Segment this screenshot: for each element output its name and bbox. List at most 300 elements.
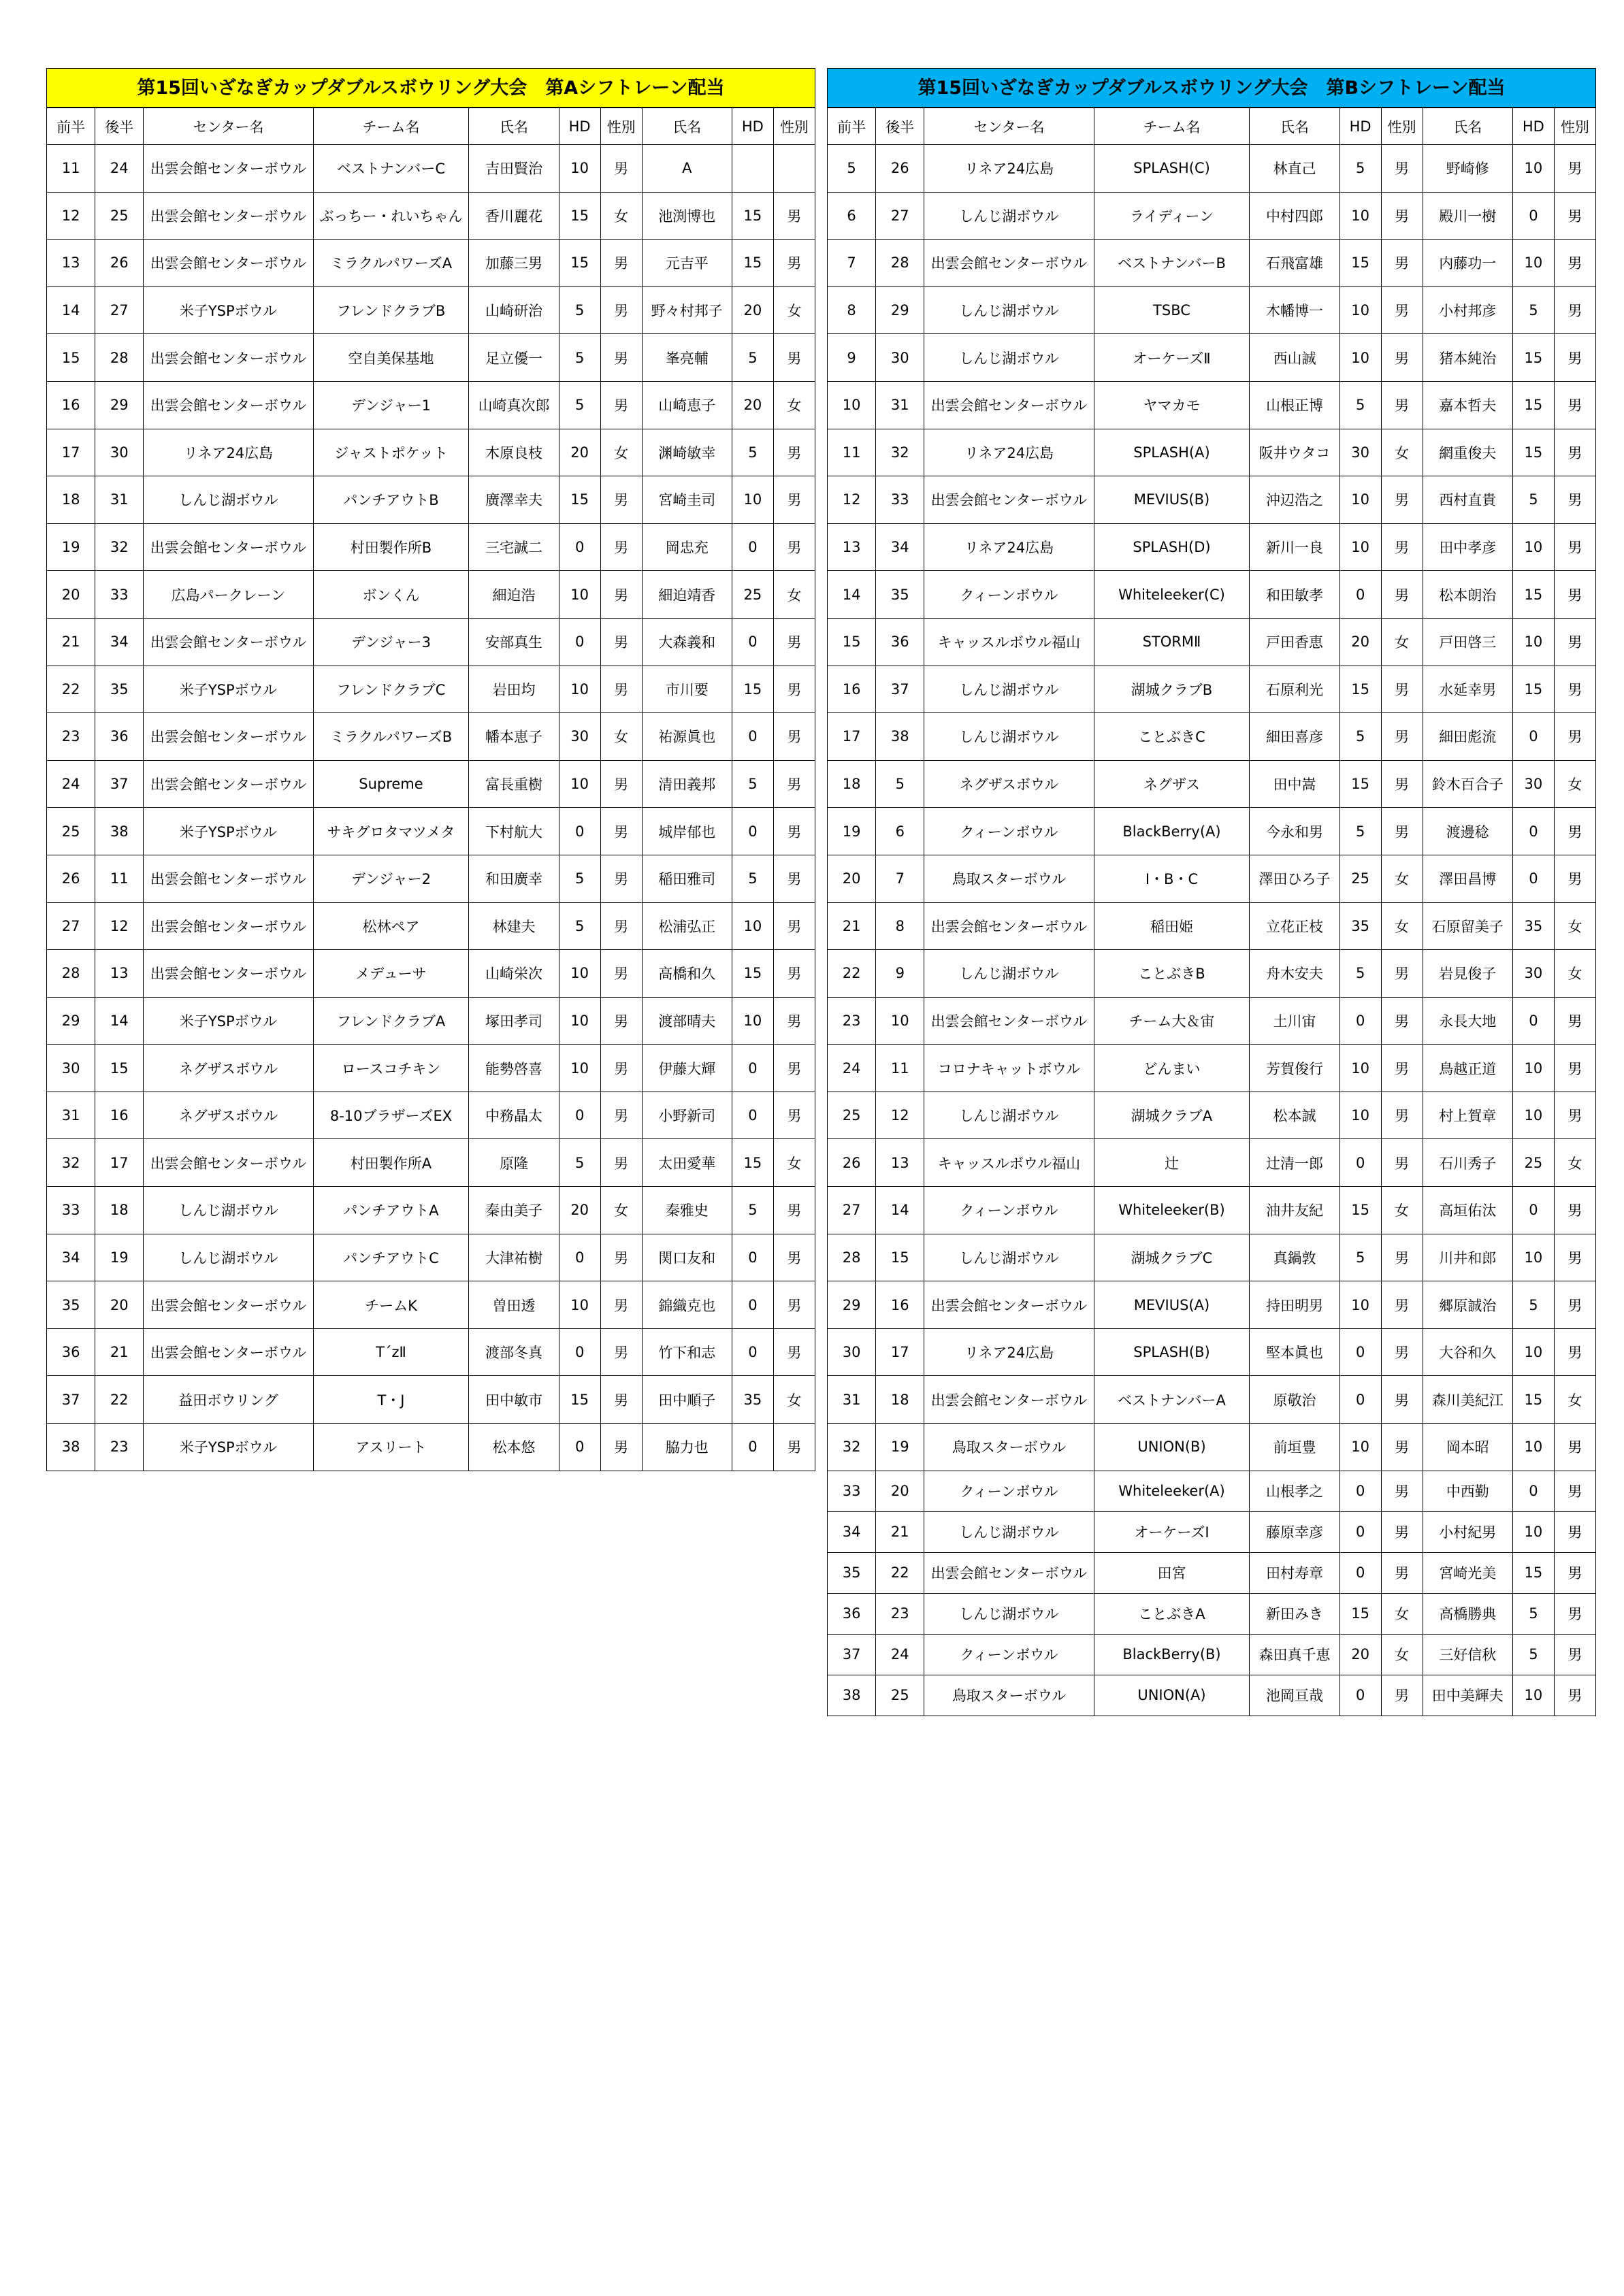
cell-team: アスリート xyxy=(313,1424,469,1471)
cell-second-half: 32 xyxy=(95,523,144,571)
cell-hd1: 20 xyxy=(1339,618,1381,666)
cell-sex2: 男 xyxy=(773,760,815,808)
cell-second-half: 29 xyxy=(876,286,924,334)
cell-name1: 森田真千恵 xyxy=(1250,1634,1339,1675)
cell-first-half: 5 xyxy=(828,145,876,193)
table-row xyxy=(828,192,1596,240)
cell-first-half: 29 xyxy=(47,997,95,1045)
cell-sex2: 男 xyxy=(773,476,815,524)
cell-hd1: 0 xyxy=(559,1092,600,1139)
cell-hd2: 5 xyxy=(1512,476,1554,524)
cell-hd2: 15 xyxy=(1512,666,1554,713)
cell-name2: 猪本純治 xyxy=(1423,334,1512,382)
cell-hd2: 0 xyxy=(732,1281,773,1329)
cell-hd1: 5 xyxy=(1339,1234,1381,1281)
cell-center: しんじ湖ボウル xyxy=(924,1234,1094,1281)
table-row xyxy=(47,1328,815,1376)
sheet-b-table xyxy=(827,108,1596,1716)
cell-hd1: 10 xyxy=(1339,1424,1381,1471)
cell-sex1: 男 xyxy=(1381,1376,1423,1424)
cell-name1: 山崎真次郎 xyxy=(469,381,559,429)
cell-first-half: 33 xyxy=(828,1471,876,1511)
cell-name1: 堅本眞也 xyxy=(1250,1328,1339,1376)
cell-second-half: 19 xyxy=(876,1424,924,1471)
cell-hd2: 15 xyxy=(732,192,773,240)
cell-name2: 城岸郁也 xyxy=(642,808,732,855)
cell-sex2: 男 xyxy=(1554,192,1595,240)
table-row xyxy=(828,429,1596,476)
cell-team: デンジャー1 xyxy=(313,381,469,429)
cell-sex1: 男 xyxy=(600,1281,642,1329)
cell-sex2: 男 xyxy=(773,1328,815,1376)
cell-name2: 祐源眞也 xyxy=(642,713,732,761)
cell-first-half: 23 xyxy=(828,997,876,1045)
cell-center: 出雲会館センターボウル xyxy=(924,476,1094,524)
table-row xyxy=(828,713,1596,761)
cell-hd2: 10 xyxy=(1512,1092,1554,1139)
cell-sex1: 男 xyxy=(600,855,642,902)
cell-sex2: 男 xyxy=(773,1187,815,1234)
table-row xyxy=(47,192,815,240)
cell-sex1: 男 xyxy=(1381,1045,1423,1092)
cell-hd1: 15 xyxy=(1339,1593,1381,1634)
cell-second-half: 17 xyxy=(876,1328,924,1376)
cell-first-half: 30 xyxy=(47,1045,95,1092)
cell-hd2: 15 xyxy=(1512,381,1554,429)
cell-name1: 幡本恵子 xyxy=(469,713,559,761)
cell-second-half: 15 xyxy=(95,1045,144,1092)
cell-sex2: 女 xyxy=(773,286,815,334)
cell-first-half: 9 xyxy=(828,334,876,382)
cell-second-half: 20 xyxy=(876,1471,924,1511)
cell-team: パンチアウトC xyxy=(313,1234,469,1281)
cell-hd1: 5 xyxy=(559,902,600,950)
cell-center: リネア24広島 xyxy=(144,429,313,476)
sheet-a-table xyxy=(46,108,815,1471)
table-row xyxy=(828,855,1596,902)
cell-name1: 木原良枝 xyxy=(469,429,559,476)
col-header-name2: 氏名 xyxy=(642,108,732,145)
cell-name1: 三宅誠二 xyxy=(469,523,559,571)
cell-sex1: 女 xyxy=(1381,1187,1423,1234)
cell-sex1: 男 xyxy=(600,476,642,524)
cell-center: クィーンボウル xyxy=(924,1471,1094,1511)
table-row xyxy=(47,286,815,334)
cell-hd2: 0 xyxy=(732,1424,773,1471)
cell-name1: 新川一良 xyxy=(1250,523,1339,571)
table-row xyxy=(47,1092,815,1139)
cell-first-half: 25 xyxy=(47,808,95,855)
cell-sex2: 男 xyxy=(1554,1471,1595,1511)
cell-sex1: 男 xyxy=(600,618,642,666)
cell-sex1: 男 xyxy=(1381,286,1423,334)
cell-team: 田宮 xyxy=(1094,1552,1250,1593)
cell-hd1: 20 xyxy=(559,429,600,476)
cell-hd2: 15 xyxy=(1512,1552,1554,1593)
col-header-hd1: HD xyxy=(1339,108,1381,145)
cell-hd1: 15 xyxy=(559,476,600,524)
cell-hd2: 10 xyxy=(1512,145,1554,193)
cell-center: 出雲会館センターボウル xyxy=(924,1376,1094,1424)
cell-first-half: 27 xyxy=(828,1187,876,1234)
cell-sex2: 男 xyxy=(773,1281,815,1329)
cell-second-half: 9 xyxy=(876,950,924,998)
cell-team: Whiteleeker(C) xyxy=(1094,571,1250,619)
cell-center: 出雲会館センターボウル xyxy=(144,760,313,808)
cell-second-half: 37 xyxy=(95,760,144,808)
cell-hd1: 10 xyxy=(559,145,600,193)
table-row xyxy=(47,523,815,571)
cell-team: 村田製作所B xyxy=(313,523,469,571)
cell-hd1: 0 xyxy=(1339,997,1381,1045)
cell-name2: 岡忠充 xyxy=(642,523,732,571)
sheet-b-title: 第15回いざなぎカップダブルスボウリング大会 第Bシフトレーン配当 xyxy=(827,68,1596,108)
cell-name2: 池渕博也 xyxy=(642,192,732,240)
cell-hd2: 10 xyxy=(732,997,773,1045)
cell-name1: 富長重樹 xyxy=(469,760,559,808)
cell-second-half: 27 xyxy=(876,192,924,240)
cell-team: ジャストポケット xyxy=(313,429,469,476)
cell-name1: 松本悠 xyxy=(469,1424,559,1471)
cell-second-half: 22 xyxy=(95,1376,144,1424)
cell-sex1: 男 xyxy=(600,1424,642,1471)
cell-team: ベストナンバーA xyxy=(1094,1376,1250,1424)
cell-first-half: 35 xyxy=(47,1281,95,1329)
cell-sex2: 男 xyxy=(1554,1552,1595,1593)
cell-second-half: 5 xyxy=(876,760,924,808)
cell-first-half: 11 xyxy=(828,429,876,476)
cell-name1: 原敬治 xyxy=(1250,1376,1339,1424)
cell-second-half: 16 xyxy=(95,1092,144,1139)
cell-center: 鳥取スターボウル xyxy=(924,1675,1094,1716)
cell-name1: 山崎研治 xyxy=(469,286,559,334)
cell-hd1: 5 xyxy=(1339,713,1381,761)
cell-sex2: 男 xyxy=(773,192,815,240)
cell-name1: 中務晶太 xyxy=(469,1092,559,1139)
cell-sex2: 男 xyxy=(773,855,815,902)
cell-hd1: 5 xyxy=(1339,808,1381,855)
cell-sex1: 男 xyxy=(600,571,642,619)
cell-sex2: 男 xyxy=(1554,666,1595,713)
cell-name2: 川井和郎 xyxy=(1423,1234,1512,1281)
table-row xyxy=(47,571,815,619)
cell-second-half: 20 xyxy=(95,1281,144,1329)
cell-first-half: 38 xyxy=(47,1424,95,1471)
cell-hd1: 15 xyxy=(1339,666,1381,713)
cell-hd1: 15 xyxy=(1339,1187,1381,1234)
cell-sex2: 女 xyxy=(1554,1139,1595,1187)
cell-sex1: 男 xyxy=(600,240,642,287)
table-row xyxy=(828,902,1596,950)
cell-team: SPLASH(A) xyxy=(1094,429,1250,476)
table-row xyxy=(828,286,1596,334)
cell-team: STORMⅡ xyxy=(1094,618,1250,666)
cell-name2: 稲田雅司 xyxy=(642,855,732,902)
cell-center: クィーンボウル xyxy=(924,808,1094,855)
cell-first-half: 34 xyxy=(47,1234,95,1281)
cell-center: 出雲会館センターボウル xyxy=(144,523,313,571)
cell-sex1: 男 xyxy=(1381,476,1423,524)
cell-second-half: 23 xyxy=(876,1593,924,1634)
cell-hd2: 5 xyxy=(1512,1281,1554,1329)
cell-hd1: 10 xyxy=(1339,334,1381,382)
cell-name2: 宮崎光美 xyxy=(1423,1552,1512,1593)
cell-sex2: 男 xyxy=(1554,1234,1595,1281)
cell-name2: 三好信秋 xyxy=(1423,1634,1512,1675)
table-row xyxy=(47,334,815,382)
cell-second-half: 21 xyxy=(876,1511,924,1552)
cell-sex2: 男 xyxy=(1554,1424,1595,1471)
cell-name1: 石原利光 xyxy=(1250,666,1339,713)
cell-name2: 網重俊夫 xyxy=(1423,429,1512,476)
cell-second-half: 31 xyxy=(95,476,144,524)
cell-hd1: 10 xyxy=(1339,192,1381,240)
cell-first-half: 13 xyxy=(828,523,876,571)
cell-hd1: 10 xyxy=(559,1281,600,1329)
cell-name2: 伊藤大輝 xyxy=(642,1045,732,1092)
col-header-sex2: 性別 xyxy=(1554,108,1595,145)
cell-hd2: 0 xyxy=(1512,1471,1554,1511)
cell-team: サキグロタマツメタ xyxy=(313,808,469,855)
cell-hd2: 10 xyxy=(1512,1328,1554,1376)
cell-team: ネグザス xyxy=(1094,760,1250,808)
cell-sex1: 男 xyxy=(1381,192,1423,240)
cell-sex1: 男 xyxy=(600,997,642,1045)
cell-hd2: 0 xyxy=(732,1328,773,1376)
cell-sex2: 男 xyxy=(1554,1187,1595,1234)
cell-hd2: 25 xyxy=(1512,1139,1554,1187)
cell-first-half: 37 xyxy=(828,1634,876,1675)
cell-hd2: 0 xyxy=(732,713,773,761)
cell-hd2: 15 xyxy=(1512,1376,1554,1424)
cell-hd2: 10 xyxy=(732,476,773,524)
cell-name2: 松浦弘正 xyxy=(642,902,732,950)
cell-hd1: 20 xyxy=(1339,1634,1381,1675)
cell-name2: 竹下和志 xyxy=(642,1328,732,1376)
cell-name2: 小村紀男 xyxy=(1423,1511,1512,1552)
cell-first-half: 18 xyxy=(828,760,876,808)
cell-name1: 香川麗花 xyxy=(469,192,559,240)
table-row xyxy=(828,334,1596,382)
cell-second-half: 22 xyxy=(876,1552,924,1593)
cell-second-half: 13 xyxy=(876,1139,924,1187)
cell-team: パンチアウトB xyxy=(313,476,469,524)
cell-sex2: 女 xyxy=(1554,950,1595,998)
cell-sex1: 男 xyxy=(600,286,642,334)
cell-first-half: 8 xyxy=(828,286,876,334)
cell-first-half: 17 xyxy=(828,713,876,761)
table-row xyxy=(47,1281,815,1329)
table-row xyxy=(47,855,815,902)
cell-name1: 田中敏市 xyxy=(469,1376,559,1424)
cell-first-half: 15 xyxy=(828,618,876,666)
cell-team: ぶっちー・れいちゃん xyxy=(313,192,469,240)
cell-second-half: 6 xyxy=(876,808,924,855)
cell-name2: 中西勤 xyxy=(1423,1471,1512,1511)
table-row xyxy=(47,1187,815,1234)
cell-sex1: 女 xyxy=(1381,902,1423,950)
table-row xyxy=(47,476,815,524)
cell-hd1: 0 xyxy=(559,808,600,855)
cell-hd1: 10 xyxy=(1339,1281,1381,1329)
cell-hd2: 5 xyxy=(732,760,773,808)
cell-name2: 関口友和 xyxy=(642,1234,732,1281)
cell-first-half: 31 xyxy=(828,1376,876,1424)
cell-name2: 渊崎敏幸 xyxy=(642,429,732,476)
cell-sex1: 男 xyxy=(1381,1511,1423,1552)
cell-first-half: 32 xyxy=(47,1139,95,1187)
cell-name2: 嘉本哲夫 xyxy=(1423,381,1512,429)
cell-second-half: 30 xyxy=(95,429,144,476)
cell-hd2: 15 xyxy=(1512,429,1554,476)
cell-sex2: 男 xyxy=(1554,381,1595,429)
cell-name1: 山根正博 xyxy=(1250,381,1339,429)
cell-team: ボンくん xyxy=(313,571,469,619)
table-row xyxy=(828,666,1596,713)
sheet-a xyxy=(46,68,815,1471)
cell-second-half: 37 xyxy=(876,666,924,713)
cell-center: リネア24広島 xyxy=(924,523,1094,571)
cell-sex1: 女 xyxy=(1381,855,1423,902)
cell-sex1: 男 xyxy=(1381,808,1423,855)
cell-name1: 林直己 xyxy=(1250,145,1339,193)
cell-first-half: 14 xyxy=(828,571,876,619)
cell-center: ネグザスボウル xyxy=(924,760,1094,808)
cell-first-half: 38 xyxy=(828,1675,876,1716)
cell-hd2: 0 xyxy=(732,1092,773,1139)
cell-second-half: 38 xyxy=(95,808,144,855)
table-row xyxy=(828,1675,1596,1716)
cell-team: MEVIUS(B) xyxy=(1094,476,1250,524)
cell-center: リネア24広島 xyxy=(924,145,1094,193)
cell-first-half: 28 xyxy=(47,950,95,998)
cell-name1: 辻清一郎 xyxy=(1250,1139,1339,1187)
cell-hd1: 0 xyxy=(1339,571,1381,619)
cell-center: 出雲会館センターボウル xyxy=(144,145,313,193)
cell-sex1: 男 xyxy=(600,145,642,193)
cell-name2: 高橋勝典 xyxy=(1423,1593,1512,1634)
cell-sex2: 男 xyxy=(1554,997,1595,1045)
table-row xyxy=(828,1552,1596,1593)
cell-sex1: 男 xyxy=(600,1376,642,1424)
cell-name1: 和田廣幸 xyxy=(469,855,559,902)
cell-name2: 永長大地 xyxy=(1423,997,1512,1045)
table-header-row xyxy=(47,108,815,145)
cell-second-half: 29 xyxy=(95,381,144,429)
cell-second-half: 7 xyxy=(876,855,924,902)
cell-sex1: 女 xyxy=(1381,1634,1423,1675)
table-row xyxy=(828,145,1596,193)
cell-sex2: 男 xyxy=(1554,1511,1595,1552)
cell-hd2: 0 xyxy=(732,523,773,571)
cell-name2: A xyxy=(642,145,732,193)
cell-sex2 xyxy=(773,145,815,193)
sheet-a-body xyxy=(47,145,815,1471)
cell-hd1: 0 xyxy=(1339,1139,1381,1187)
cell-sex1: 男 xyxy=(1381,145,1423,193)
cell-team: 村田製作所A xyxy=(313,1139,469,1187)
cell-center: 出雲会館センターボウル xyxy=(924,902,1094,950)
cell-hd2: 25 xyxy=(732,571,773,619)
table-row xyxy=(828,1376,1596,1424)
cell-first-half: 23 xyxy=(47,713,95,761)
cell-name2: 西村直貴 xyxy=(1423,476,1512,524)
cell-second-half: 33 xyxy=(876,476,924,524)
cell-hd2: 20 xyxy=(732,381,773,429)
cell-sex2: 男 xyxy=(1554,286,1595,334)
cell-center: 出雲会館センターボウル xyxy=(144,192,313,240)
col-header-first-half: 前半 xyxy=(47,108,95,145)
cell-hd1: 5 xyxy=(559,286,600,334)
cell-sex2: 女 xyxy=(773,571,815,619)
cell-center: リネア24広島 xyxy=(924,429,1094,476)
cell-team: SPLASH(D) xyxy=(1094,523,1250,571)
cell-hd1: 10 xyxy=(1339,523,1381,571)
cell-hd2: 10 xyxy=(1512,1234,1554,1281)
cell-team: Whiteleeker(A) xyxy=(1094,1471,1250,1511)
table-row xyxy=(47,902,815,950)
cell-sex2: 男 xyxy=(1554,145,1595,193)
cell-sex2: 男 xyxy=(773,618,815,666)
cell-sex2: 男 xyxy=(1554,1281,1595,1329)
cell-team: ことぶきC xyxy=(1094,713,1250,761)
cell-name1: 曽田透 xyxy=(469,1281,559,1329)
cell-hd2: 0 xyxy=(732,808,773,855)
cell-first-half: 22 xyxy=(828,950,876,998)
cell-name2: 水延幸男 xyxy=(1423,666,1512,713)
cell-hd2: 30 xyxy=(1512,760,1554,808)
cell-center: しんじ湖ボウル xyxy=(144,1234,313,1281)
cell-sex1: 男 xyxy=(600,523,642,571)
cell-center: 鳥取スターボウル xyxy=(924,1424,1094,1471)
cell-first-half: 16 xyxy=(828,666,876,713)
cell-center: 益田ボウリング xyxy=(144,1376,313,1424)
table-row xyxy=(47,1045,815,1092)
cell-hd2 xyxy=(732,145,773,193)
cell-hd2: 30 xyxy=(1512,950,1554,998)
cell-sex1: 男 xyxy=(1381,997,1423,1045)
col-header-hd1: HD xyxy=(559,108,600,145)
cell-first-half: 24 xyxy=(828,1045,876,1092)
cell-second-half: 28 xyxy=(876,240,924,287)
cell-center: 出雲会館センターボウル xyxy=(144,334,313,382)
cell-center: 出雲会館センターボウル xyxy=(144,618,313,666)
cell-name2: 高垣佑汰 xyxy=(1423,1187,1512,1234)
cell-name2: 脇力也 xyxy=(642,1424,732,1471)
cell-second-half: 12 xyxy=(95,902,144,950)
table-row xyxy=(828,1234,1596,1281)
cell-name2: 石川秀子 xyxy=(1423,1139,1512,1187)
cell-name2: 田中孝彦 xyxy=(1423,523,1512,571)
cell-hd1: 10 xyxy=(1339,1092,1381,1139)
cell-hd1: 15 xyxy=(559,1376,600,1424)
cell-name1: 今永和男 xyxy=(1250,808,1339,855)
cell-hd2: 5 xyxy=(1512,1593,1554,1634)
cell-hd2: 15 xyxy=(732,1139,773,1187)
cell-name1: 藤原幸彦 xyxy=(1250,1511,1339,1552)
cell-sex2: 男 xyxy=(773,1092,815,1139)
cell-sex1: 男 xyxy=(600,381,642,429)
col-header-team: チーム名 xyxy=(313,108,469,145)
cell-center: しんじ湖ボウル xyxy=(924,1511,1094,1552)
cell-name2: 村上賀章 xyxy=(1423,1092,1512,1139)
cell-name2: 田中順子 xyxy=(642,1376,732,1424)
cell-first-half: 22 xyxy=(47,666,95,713)
cell-center: しんじ湖ボウル xyxy=(924,334,1094,382)
cell-name2: 秦雅史 xyxy=(642,1187,732,1234)
col-header-sex1: 性別 xyxy=(600,108,642,145)
cell-sex1: 男 xyxy=(600,1328,642,1376)
